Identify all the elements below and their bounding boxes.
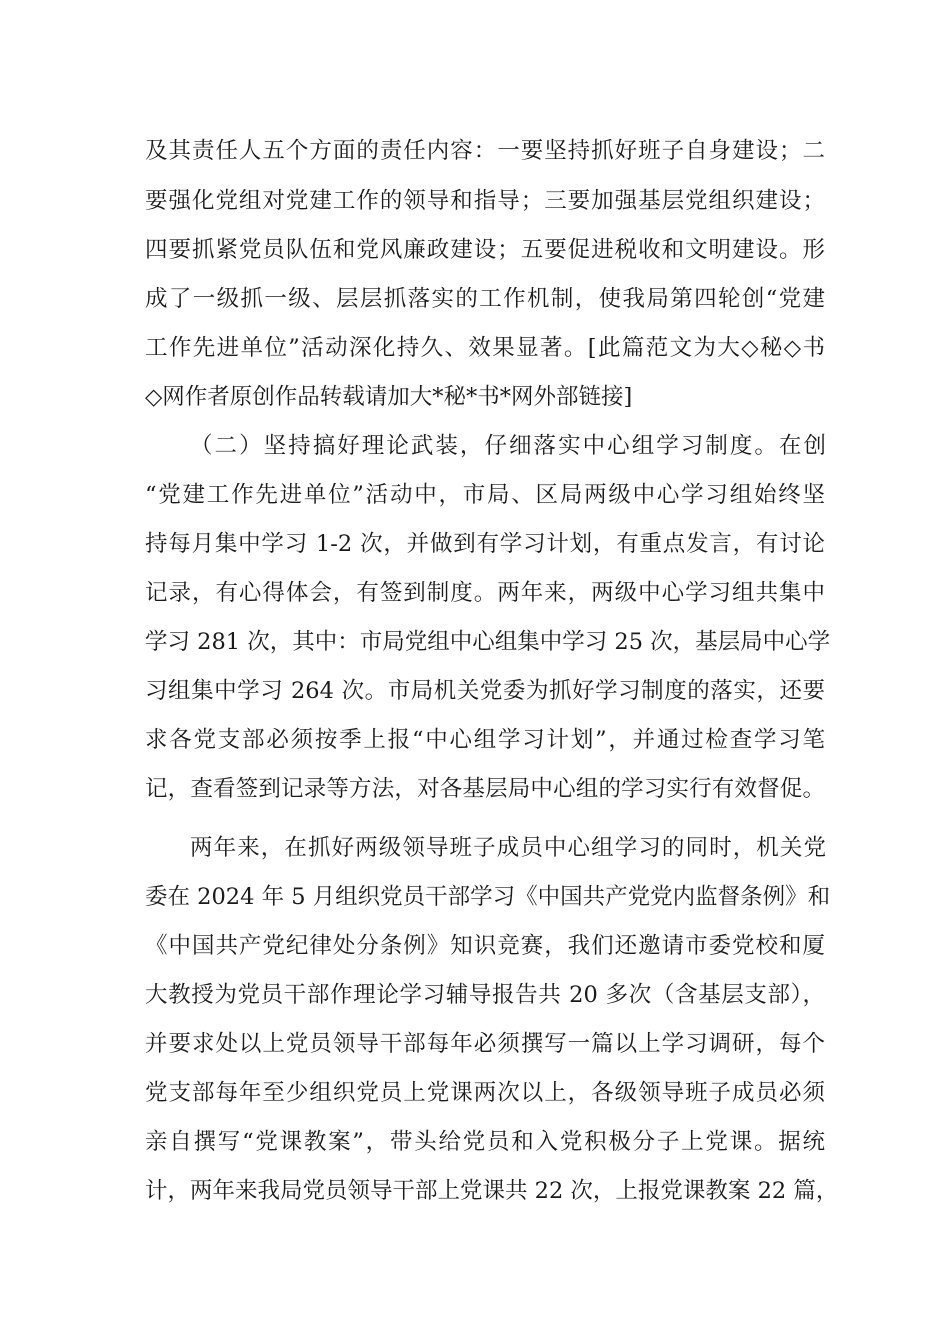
text-line: 《中国共产党纪律处分条例》知识竞赛，我们还邀请市委党校和厦 [145,933,825,959]
text-line: 学习 281 次，其中：市局党组中心组集中学习 25 次，基层局中心学 [145,629,831,655]
text-line: ◇网作者原创作品转载请加大*秘*书*网外部链接] [145,384,633,410]
text-line: 求各党支部必须按季上报“中心组学习计划”，并通过检查学习笔 [145,727,825,753]
text-line: 记录，有心得体会，有签到制度。两年来，两级中心学习组共集中 [145,580,825,606]
text-line: 记，查看签到记录等方法，对各基层局中心组的学习实行有效督促。 [145,776,825,802]
text-line: “党建工作先进单位”活动中，市局、区局两级中心学习组始终坚 [145,482,825,508]
text-line: 计，两年来我局党员领导干部上党课共 22 次，上报党课教案 22 篇， [145,1178,839,1204]
section-heading-line: （二）坚持搞好理论武装，仔细落实中心组学习制度。在创 [190,433,826,459]
text-line: 并要求处以上党员领导干部每年必须撰写一篇以上学习调研，每个 [145,1031,825,1057]
text-line: 习组集中学习 264 次。市局机关党委为抓好学习制度的落实，还要 [145,678,825,704]
text-line: 及其责任人五个方面的责任内容：一要坚持抓好班子自身建设；二 [145,138,825,164]
text-line: 委在 2024 年 5 月组织党员干部学习《中国共产党党内监督条例》和 [145,884,831,910]
text-line: 大教授为党员干部作理论学习辅导报告共 20 多次（含基层支部）， [145,982,825,1008]
text-line: 持每月集中学习 1-2 次，并做到有学习计划，有重点发言，有讨论 [145,531,825,557]
text-line: 成了一级抓一级、层层抓落实的工作机制，使我局第四轮创“党建 [145,286,825,312]
text-line: 党支部每年至少组织党员上党课两次以上，各级领导班子成员必须 [145,1080,825,1106]
text-line: 工作先进单位”活动深化持久、效果显著。[此篇范文为大◇秘◇书 [145,335,825,361]
paragraph-first-line: 两年来，在抓好两级领导班子成员中心组学习的同时，机关党 [190,835,826,861]
text-line: 要强化党组对党建工作的领导和指导；三要加强基层党组织建设； [145,188,825,214]
text-line: 四要抓紧党员队伍和党风廉政建设；五要促进税收和文明建设。形 [145,237,825,263]
text-line: 亲自撰写“党课教案”，带头给党员和入党积极分子上党课。据统 [145,1129,825,1155]
